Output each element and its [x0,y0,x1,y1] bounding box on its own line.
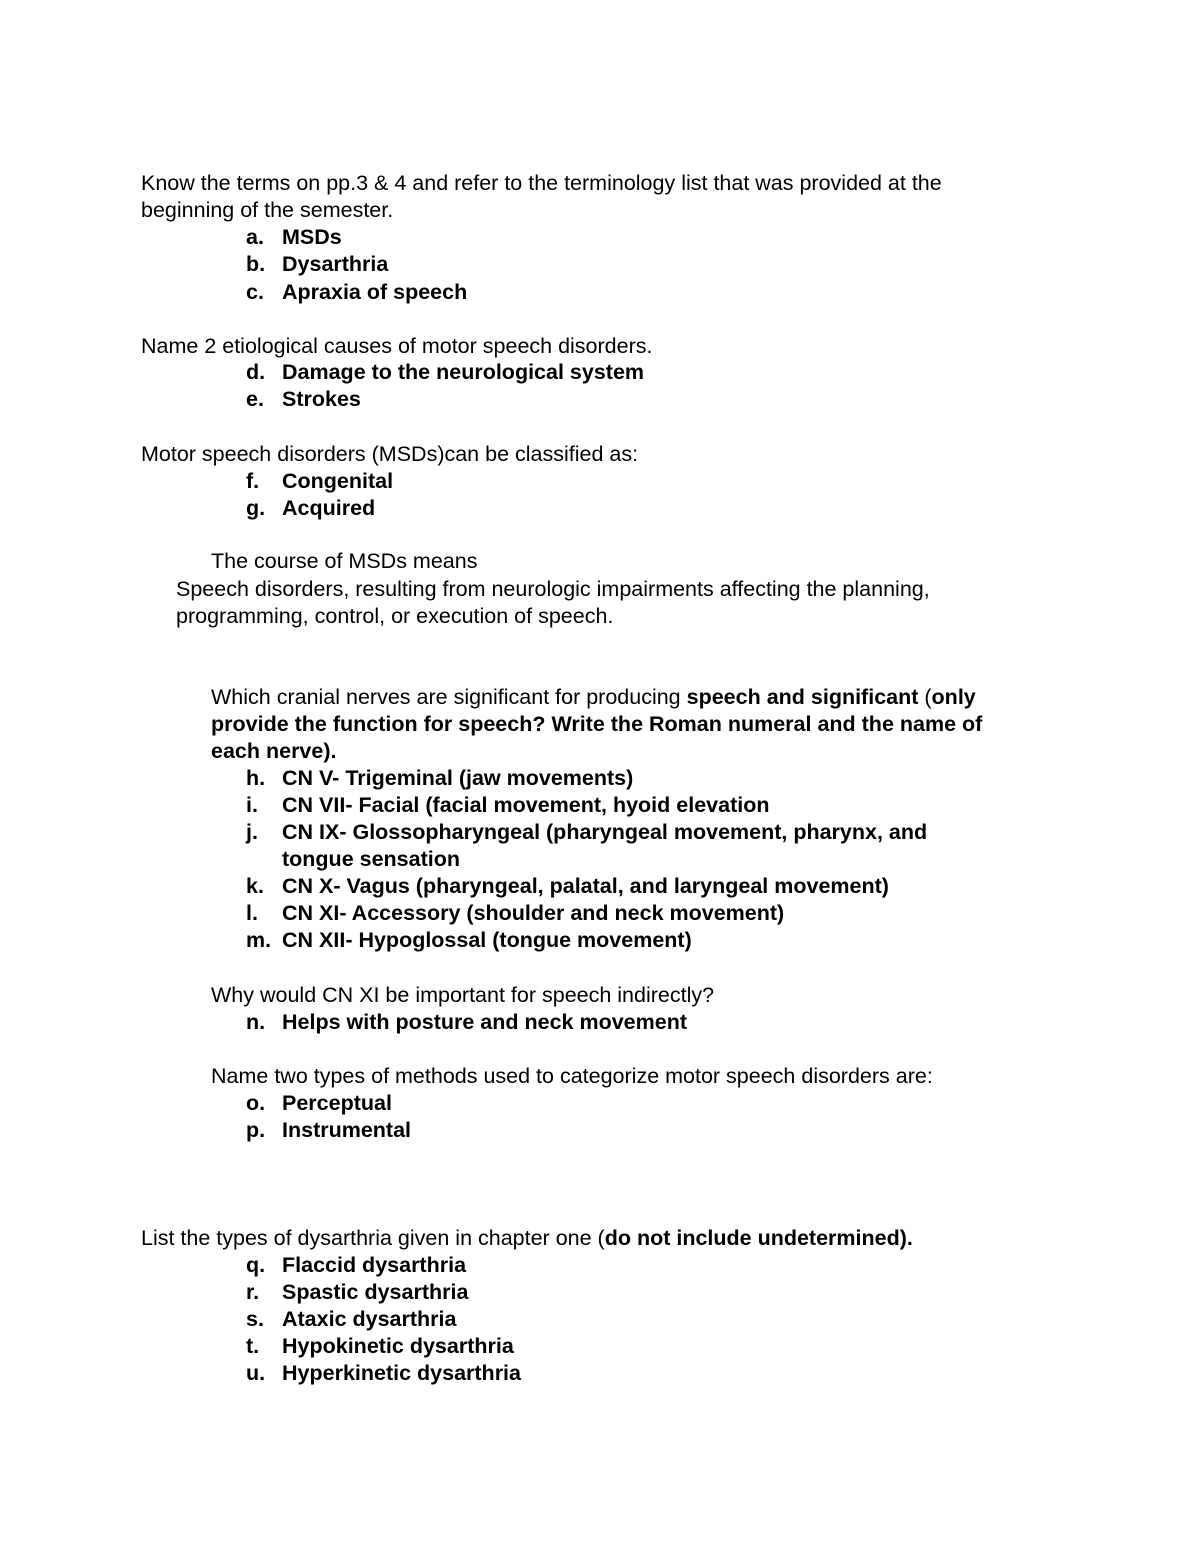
answer-text: Flaccid dysarthria [282,1253,467,1277]
answer-text: Dysarthria [282,252,389,276]
question-emphasis: do not include undetermined). [604,1226,913,1250]
answer-text: tongue sensation [282,847,460,871]
list-marker: q. [246,1253,266,1277]
list-marker: b. [246,252,266,276]
question-etiology: Name 2 etiological causes of motor speech disorders. [141,334,653,358]
list-marker: t. [246,1334,260,1358]
question-methods: Name two types of methods used to categorize motor speech disorders are: [211,1064,933,1088]
list-marker: s. [246,1307,264,1331]
answer-text: CN IX- Glossopharyngeal (pharyngeal movement, pharynx, and [282,820,928,844]
list-marker: p. [246,1118,266,1142]
list-marker: o. [246,1091,266,1115]
list-marker: d. [246,360,266,384]
answer-text: Strokes [282,387,361,411]
question-terms-line2: beginning of the semester. [141,198,394,222]
answer-text: CN V- Trigeminal (jaw movements) [282,766,634,790]
question-course: The course of MSDs means [211,549,478,573]
list-marker: k. [246,874,264,898]
question-text: List the types of dysarthria given in chapter one ( [141,1226,605,1250]
answer-text: CN X- Vagus (pharyngeal, palatal, and laryngeal movement) [282,874,889,898]
answer-text: MSDs [282,225,342,249]
list-marker: a. [246,225,264,249]
list-marker: h. [246,766,266,790]
list-marker: j. [246,820,258,844]
question-cranial-nerves-line2: provide the function for speech? Write the Roman numeral and the name of [211,712,983,736]
question-emphasis: speech and significant [686,685,919,709]
list-marker: n. [246,1010,266,1034]
question-classification: Motor speech disorders (MSDs)can be classified as: [141,442,639,466]
answer-text: Helps with posture and neck movement [282,1010,688,1034]
answer-text: Spastic dysarthria [282,1280,469,1304]
answer-text: Apraxia of speech [282,280,468,304]
answer-course-line1: Speech disorders, resulting from neurologic impairments affecting the planning, [176,577,930,601]
question-cranial-nerves-line1 [211,684,976,711]
question-cranial-nerves-line3: each nerve). [211,739,337,763]
question-text: Which cranial nerves are significant for producing [211,685,687,709]
answer-text: CN VII- Facial (facial movement, hyoid elevation [282,793,770,817]
question-cn-xi: Why would CN XI be important for speech indirectly? [211,983,715,1007]
list-marker: g. [246,496,266,520]
question-dysarthria-types [141,1225,913,1252]
answer-text: Congenital [282,469,394,493]
answer-text: CN XI- Accessory (shoulder and neck movement) [282,901,785,925]
question-text: ( [918,685,932,709]
answer-text: Ataxic dysarthria [282,1307,457,1331]
answer-text: Perceptual [282,1091,392,1115]
list-marker: c. [246,280,264,304]
answer-text: Hypokinetic dysarthria [282,1334,514,1358]
answer-course-line2: programming, control, or execution of speech. [176,604,614,628]
list-marker: m. [246,928,272,952]
list-marker: u. [246,1361,266,1385]
list-marker: f. [246,469,260,493]
answer-text: Hyperkinetic dysarthria [282,1361,521,1385]
question-emphasis: only [931,685,976,709]
answer-text: Instrumental [282,1118,412,1142]
list-marker: l. [246,901,258,925]
answer-text: Acquired [282,496,376,520]
list-marker: e. [246,387,264,411]
answer-text: CN XII- Hypoglossal (tongue movement) [282,928,692,952]
answer-text: Damage to the neurological system [282,360,645,384]
question-terms-line1: Know the terms on pp.3 & 4 and refer to the terminology list that was provided at the [141,171,942,195]
list-marker: r. [246,1280,260,1304]
list-marker: i. [246,793,258,817]
